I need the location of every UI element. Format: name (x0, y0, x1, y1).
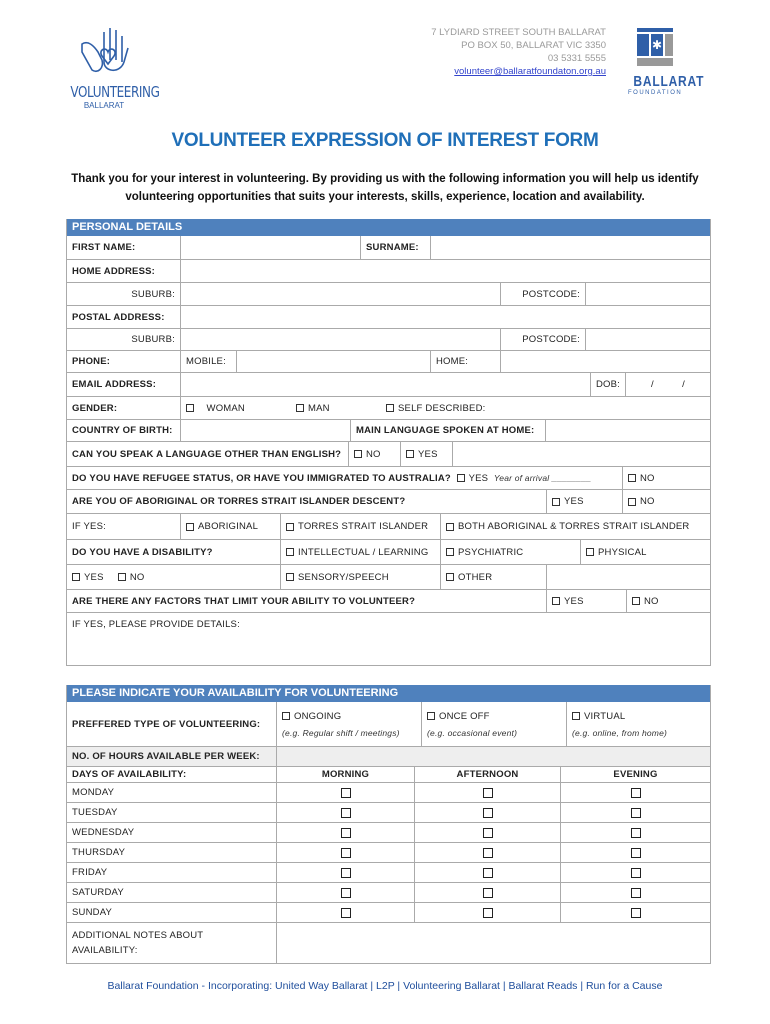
checkbox[interactable] (631, 868, 641, 878)
mobile-field[interactable] (237, 351, 431, 372)
option-label: ONGOING (294, 710, 342, 722)
day-label: TUESDAY (67, 803, 277, 822)
checkbox[interactable] (386, 404, 394, 412)
gender-woman[interactable] (186, 403, 296, 414)
gender-label: GENDER: (67, 397, 181, 419)
phone-label: PHONE: (67, 351, 181, 372)
type-ongoing[interactable] (277, 702, 422, 746)
checkbox[interactable] (186, 404, 194, 412)
day-morning-cell (277, 803, 415, 822)
logo-text: BALLARAT (633, 73, 705, 90)
aboriginal-yes[interactable] (547, 490, 623, 513)
disability-other-field[interactable] (547, 565, 710, 589)
disability-no-checkbox[interactable] (118, 573, 126, 581)
day-row (67, 902, 710, 922)
option-both[interactable] (441, 514, 710, 539)
notes-label: ADDITIONAL NOTES ABOUT AVAILABILITY: (67, 923, 277, 963)
days-grid (67, 782, 710, 922)
hands-heart-icon (74, 22, 134, 78)
day-row (67, 802, 710, 822)
postcode-label: POSTCODE: (501, 283, 586, 305)
checkbox[interactable] (341, 828, 351, 838)
checkbox[interactable] (341, 908, 351, 918)
surname-field[interactable] (431, 236, 710, 259)
option-label: YES (564, 595, 584, 607)
checkbox[interactable] (446, 573, 454, 581)
option-label: YES (418, 448, 438, 460)
checkbox[interactable] (483, 908, 493, 918)
day-morning-cell (277, 823, 415, 842)
checkbox[interactable] (632, 597, 640, 605)
option-example: (e.g. occasional event) (427, 727, 518, 738)
refugee-no[interactable] (623, 467, 710, 489)
email-label: EMAIL ADDRESS: (67, 373, 181, 396)
period-afternoon: AFTERNOON (415, 767, 561, 782)
checkbox[interactable] (631, 848, 641, 858)
checkbox[interactable] (552, 498, 560, 506)
checkbox[interactable] (631, 788, 641, 798)
type-virtual[interactable] (567, 702, 710, 746)
day-label: FRIDAY (67, 863, 277, 882)
option-label: ABORIGINAL (198, 521, 259, 532)
option-example: (e.g. online, from home) (572, 727, 668, 738)
main-language-label: MAIN LANGUAGE SPOKEN AT HOME: (351, 420, 546, 441)
checkbox[interactable] (572, 712, 580, 720)
option-label: SELF DESCRIBED: (398, 402, 486, 414)
refugee-yes-checkbox[interactable] (457, 474, 465, 482)
option-label: NO (640, 472, 655, 484)
factors-yes[interactable] (547, 590, 627, 612)
option-label: TORRES STRAIT ISLANDER (298, 521, 429, 532)
option-label: YES (84, 571, 104, 583)
country-label: COUNTRY OF BIRTH: (67, 420, 181, 441)
checkbox[interactable] (354, 450, 362, 458)
notes-field[interactable] (277, 923, 710, 963)
checkbox[interactable] (186, 523, 194, 531)
home-postcode-field[interactable] (586, 283, 710, 305)
footer-text: Ballarat Foundation - Incorporating: United Way Ballarat | L2P | Volunteering Ballarat | Ballarat Reads | Run for a Cause (107, 980, 663, 992)
day-label: SATURDAY (67, 883, 277, 902)
country-field[interactable] (181, 420, 351, 441)
checkbox[interactable] (446, 523, 454, 531)
option-label: MAN (308, 402, 330, 414)
other-language-no[interactable] (349, 442, 401, 466)
day-afternoon-cell (415, 803, 561, 822)
hours-field[interactable] (277, 747, 710, 766)
postal-address-field[interactable] (181, 306, 710, 328)
gender-self-described[interactable] (386, 403, 485, 414)
postal-postcode-field[interactable] (586, 329, 710, 350)
year-of-arrival-field[interactable]: Year of arrival ________ (493, 473, 592, 483)
option-label: VIRTUAL (584, 710, 626, 722)
details-field[interactable] (67, 613, 710, 665)
day-label: WEDNESDAY (67, 823, 277, 842)
home-suburb-field[interactable] (181, 283, 501, 305)
personal-details-section (66, 219, 711, 666)
other-language-field[interactable] (453, 442, 710, 466)
option-intellectual[interactable] (281, 540, 441, 564)
ballarat-foundation-logo (628, 28, 705, 96)
checkbox[interactable] (631, 888, 641, 898)
checkbox[interactable] (341, 868, 351, 878)
day-afternoon-cell (415, 883, 561, 902)
hours-label: NO. OF HOURS AVAILABLE PER WEEK: (67, 747, 277, 766)
volunteering-ballarat-logo (62, 22, 160, 110)
day-morning-cell (277, 843, 415, 862)
phone-line: 03 5331 5555 (547, 53, 606, 64)
day-afternoon-cell (415, 823, 561, 842)
disability-yes-checkbox[interactable] (72, 573, 80, 581)
email-field[interactable] (181, 373, 591, 396)
option-label: OTHER (458, 571, 493, 583)
checkbox[interactable] (341, 788, 351, 798)
aboriginal-label: ARE YOU OF ABORIGINAL OR TORRES STRAIT ISLANDER DESCENT? (67, 490, 547, 513)
day-morning-cell (277, 903, 415, 922)
gender-man[interactable] (296, 403, 386, 414)
option-other[interactable] (441, 565, 547, 589)
option-label: NO (644, 595, 659, 607)
day-morning-cell (277, 883, 415, 902)
option-torres-strait[interactable] (281, 514, 441, 539)
day-afternoon-cell (415, 783, 561, 802)
day-row (67, 862, 710, 882)
option-psychiatric[interactable] (441, 540, 581, 564)
option-label: WOMAN (206, 402, 245, 414)
disability-label: DO YOU HAVE A DISABILITY? (67, 540, 281, 564)
checkbox[interactable] (483, 868, 493, 878)
postcode-label: POSTCODE: (501, 329, 586, 350)
option-label: ONCE OFF (439, 710, 490, 722)
contact-address (431, 26, 606, 78)
checkbox[interactable] (483, 828, 493, 838)
disability-yes-no (67, 565, 281, 589)
logo-subtext: FOUNDATION (628, 90, 683, 96)
option-aboriginal[interactable] (181, 514, 281, 539)
type-once-off[interactable] (422, 702, 567, 746)
address-line: 7 LYDIARD STREET SOUTH BALLARAT (431, 27, 606, 38)
period-morning: MORNING (277, 767, 415, 782)
details-label: IF YES, PLEASE PROVIDE DETAILS: (72, 619, 240, 630)
availability-section (66, 685, 711, 964)
day-row (67, 782, 710, 802)
period-evening: EVENING (613, 769, 658, 780)
checkbox[interactable] (286, 573, 294, 581)
days-label: DAYS OF AVAILABILITY: (67, 767, 277, 782)
section-header: PERSONAL DETAILS (67, 219, 710, 236)
checkbox[interactable] (282, 712, 290, 720)
day-row (67, 822, 710, 842)
option-label: NO (129, 571, 145, 583)
day-afternoon-cell (415, 843, 561, 862)
logo-text: VOLUNTEERING (70, 83, 160, 101)
aboriginal-no[interactable] (623, 490, 710, 513)
option-label: BOTH ABORIGINAL & TORRES STRAIT ISLANDER (458, 521, 690, 532)
gender-options (181, 397, 710, 419)
checkbox[interactable] (628, 498, 636, 506)
section-header: PLEASE INDICATE YOUR AVAILABILITY FOR VOLUNTEERING (67, 685, 710, 702)
checkbox[interactable] (406, 450, 414, 458)
day-evening-cell (561, 783, 710, 802)
surname-label: SURNAME: (361, 236, 431, 259)
home-phone-field[interactable] (501, 351, 710, 372)
option-label: SENSORY/SPEECH (298, 571, 389, 583)
checkbox[interactable] (427, 712, 435, 720)
refugee-label: DO YOU HAVE REFUGEE STATUS, OR HAVE YOU IMMIGRATED TO AUSTRALIA? (72, 472, 451, 484)
option-sensory[interactable] (281, 565, 441, 589)
option-label: YES (468, 472, 489, 484)
checkbox[interactable] (483, 848, 493, 858)
day-evening-cell (561, 803, 710, 822)
checkbox[interactable] (631, 808, 641, 818)
option-physical[interactable] (581, 540, 710, 564)
first-name-field[interactable] (181, 236, 361, 259)
option-label: PHYSICAL (598, 546, 647, 558)
option-label: NO (640, 496, 655, 507)
checkbox[interactable] (552, 597, 560, 605)
logo-subtext: BALLARAT (83, 101, 125, 110)
suburb-label: SUBURB: (67, 329, 181, 350)
postal-address-label: POSTAL ADDRESS: (67, 306, 181, 328)
option-label: NO (366, 448, 381, 460)
dob-label: DOB: (591, 373, 626, 396)
other-language-yes[interactable] (401, 442, 453, 466)
mobile-label: MOBILE: (181, 351, 237, 372)
suburb-label: SUBURB: (67, 283, 181, 305)
day-afternoon-cell (415, 863, 561, 882)
day-evening-cell (561, 883, 710, 902)
day-morning-cell (277, 863, 415, 882)
checkbox[interactable] (341, 888, 351, 898)
option-label: PSYCHIATRIC (458, 546, 524, 558)
foundation-emblem-icon (637, 28, 673, 68)
type-label: PREFFERED TYPE OF VOLUNTEERING: (67, 702, 277, 746)
main-language-field[interactable] (546, 420, 710, 441)
home-address-field[interactable] (181, 260, 710, 282)
checkbox[interactable] (483, 808, 493, 818)
postal-suburb-field[interactable] (181, 329, 501, 350)
option-label: INTELLECTUAL / LEARNING (298, 546, 429, 558)
day-row (67, 842, 710, 862)
day-evening-cell (561, 903, 710, 922)
checkbox[interactable] (446, 548, 454, 556)
checkbox[interactable] (628, 474, 636, 482)
day-label: THURSDAY (67, 843, 277, 862)
home-phone-label: HOME: (431, 351, 501, 372)
factors-no[interactable] (627, 590, 710, 612)
day-morning-cell (277, 783, 415, 802)
day-label: SUNDAY (67, 903, 277, 922)
address-line: PO BOX 50, BALLARAT VIC 3350 (461, 40, 606, 51)
day-label: MONDAY (67, 783, 277, 802)
checkbox[interactable] (341, 808, 351, 818)
intro-text: Thank you for your interest in volunteering. By providing us with the following information you will help us identify volunteering opportunities that suits your interests, skills, experience, location and availability. (71, 173, 699, 203)
option-example: (e.g. Regular shift / meetings) (282, 727, 400, 738)
checkbox[interactable] (586, 548, 594, 556)
email-link[interactable]: volunteer@ballaratfoundaton.org.au (454, 66, 606, 77)
checkbox[interactable] (483, 888, 493, 898)
checkbox[interactable] (341, 848, 351, 858)
checkbox[interactable] (483, 788, 493, 798)
checkbox[interactable] (631, 828, 641, 838)
day-row (67, 882, 710, 902)
home-address-label: HOME ADDRESS: (67, 260, 181, 282)
refugee-row (67, 467, 623, 489)
checkbox[interactable] (296, 404, 304, 412)
svg-text:✱: ✱ (651, 38, 663, 52)
day-evening-cell (561, 843, 710, 862)
checkbox[interactable] (286, 548, 294, 556)
option-label: YES (564, 496, 584, 507)
checkbox[interactable] (286, 523, 294, 531)
first-name-label: FIRST NAME: (67, 236, 181, 259)
checkbox[interactable] (631, 908, 641, 918)
dob-field[interactable]: / / (650, 379, 686, 390)
page-title: VOLUNTEER EXPRESSION OF INTEREST FORM (171, 130, 599, 151)
other-language-label: CAN YOU SPEAK A LANGUAGE OTHER THAN ENGLISH? (67, 442, 349, 466)
if-yes-label: IF YES: (67, 514, 181, 539)
day-evening-cell (561, 823, 710, 842)
factors-label: ARE THERE ANY FACTORS THAT LIMIT YOUR ABILITY TO VOLUNTEER? (67, 590, 547, 612)
day-evening-cell (561, 863, 710, 882)
day-afternoon-cell (415, 903, 561, 922)
